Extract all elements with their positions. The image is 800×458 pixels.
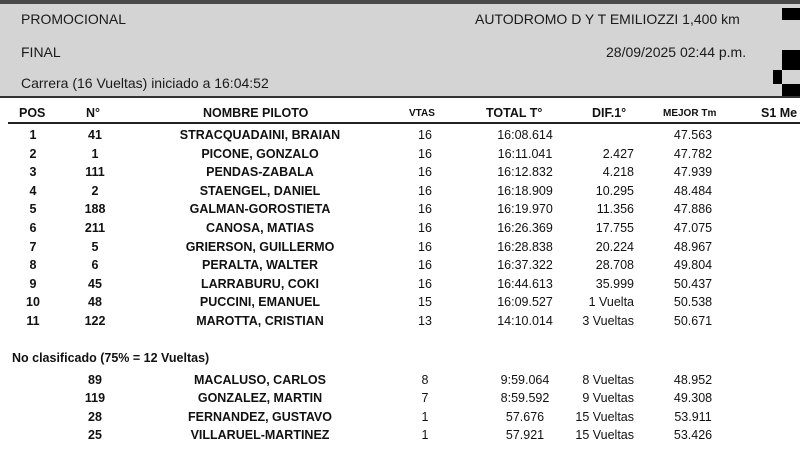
- table-row: [0, 371, 800, 389]
- result-gap: 3 Vueltas: [582, 314, 634, 328]
- result-position: 6: [29, 221, 37, 235]
- result-car-number: 188: [84, 202, 106, 217]
- result-gap: 8 Vueltas: [582, 372, 634, 387]
- col-header-s1: S1 Me: [761, 106, 798, 120]
- result-laps: 1: [421, 409, 429, 424]
- result-laps: 16: [418, 276, 432, 291]
- table-row: [0, 256, 800, 274]
- result-best-lap: 49.804: [673, 258, 713, 273]
- table-row: [0, 145, 800, 163]
- result-best-lap: 50.671: [673, 314, 713, 328]
- result-position: 3: [29, 165, 37, 180]
- result-driver-name: STRACQUADAINI, BRAIAN: [179, 128, 341, 142]
- table-row: [0, 389, 800, 407]
- table-row: [0, 312, 800, 330]
- header-divider: [8, 122, 800, 124]
- result-total-time: 16:18.909: [497, 183, 553, 198]
- result-car-number: 5: [91, 239, 99, 254]
- result-position: 1: [29, 128, 37, 142]
- result-driver-name: GALMAN-GOROSTIETA: [189, 202, 331, 217]
- result-laps: 16: [418, 221, 432, 235]
- result-total-time: 16:28.838: [497, 239, 553, 254]
- result-best-lap: 53.426: [673, 428, 713, 443]
- report-datetime: 28/09/2025 02:44 p.m.: [606, 44, 747, 60]
- session-name: FINAL: [21, 44, 61, 60]
- result-position: 10: [26, 295, 40, 310]
- result-best-lap: 50.538: [673, 295, 713, 310]
- result-best-lap: 47.782: [673, 146, 713, 161]
- result-driver-name: MAROTTA, CRISTIAN: [196, 314, 324, 328]
- result-laps: 16: [418, 202, 432, 217]
- result-car-number: 119: [84, 391, 106, 406]
- result-position: 11: [26, 314, 40, 328]
- result-total-time: 57.676: [505, 409, 545, 424]
- result-total-time: 9:59.064: [500, 372, 550, 387]
- result-best-lap: 50.437: [673, 276, 713, 291]
- result-car-number: 89: [88, 372, 102, 387]
- result-gap: 9 Vueltas: [582, 391, 634, 406]
- result-car-number: 211: [84, 221, 106, 235]
- result-laps: 16: [418, 258, 432, 273]
- result-gap: 17.755: [595, 221, 634, 235]
- result-gap: 20.224: [595, 239, 634, 254]
- checkered-flag-icon: [773, 8, 800, 96]
- result-best-lap: 53.911: [674, 409, 712, 424]
- result-gap: 15 Vueltas: [575, 428, 634, 443]
- result-car-number: 111: [85, 165, 105, 180]
- col-header-laps: VTAS: [409, 108, 435, 119]
- result-gap: 10.295: [595, 183, 634, 198]
- result-laps: 15: [418, 295, 432, 310]
- table-row: [0, 163, 800, 181]
- result-car-number: 122: [84, 314, 106, 328]
- result-car-number: 6: [91, 258, 99, 273]
- result-total-time: 16:11.041: [497, 146, 553, 161]
- unclassified-label: No clasificado (75% = 12 Vueltas): [12, 351, 210, 365]
- result-driver-name: PUCCINI, EMANUEL: [199, 295, 321, 310]
- result-best-lap: 47.886: [673, 202, 713, 217]
- result-total-time: 16:08.614: [497, 128, 553, 142]
- result-driver-name: GONZALEZ, MARTIN: [197, 391, 323, 406]
- result-car-number: 48: [88, 295, 102, 310]
- result-car-number: 28: [88, 409, 102, 424]
- result-driver-name: CANOSA, MATIAS: [205, 221, 315, 235]
- col-header-total-time: TOTAL T°: [486, 106, 543, 120]
- result-total-time: 57.921: [505, 428, 545, 443]
- result-laps: 16: [418, 183, 432, 198]
- result-position: 2: [29, 146, 37, 161]
- result-driver-name: PICONE, GONZALO: [201, 146, 319, 161]
- result-laps: 1: [421, 428, 429, 443]
- result-best-lap: 47.075: [673, 221, 713, 235]
- result-position: 4: [29, 183, 37, 198]
- col-header-driver: NOMBRE PILOTO: [203, 106, 309, 120]
- result-gap: 11.356: [596, 202, 634, 217]
- col-header-number: N°: [86, 106, 101, 120]
- result-laps: 16: [418, 165, 432, 180]
- result-laps: 13: [418, 314, 432, 328]
- result-laps: 16: [418, 146, 432, 161]
- result-total-time: 14:10.014: [497, 314, 553, 328]
- result-gap: 1 Vuelta: [588, 295, 634, 310]
- table-row: [0, 426, 800, 444]
- col-header-pos: POS: [19, 106, 46, 120]
- result-best-lap: 47.939: [673, 165, 713, 180]
- result-driver-name: GRIERSON, GUILLERMO: [185, 239, 335, 254]
- table-row: [0, 219, 800, 237]
- col-header-best-lap: MEJOR Tm: [663, 108, 717, 119]
- table-row: [0, 293, 800, 311]
- result-position: 8: [29, 258, 37, 273]
- col-header-diff: DIF.1°: [592, 106, 627, 120]
- category-title: PROMOCIONAL: [21, 11, 127, 27]
- result-total-time: 16:09.527: [497, 295, 553, 310]
- table-row: [0, 408, 800, 426]
- result-best-lap: 47.563: [673, 128, 713, 142]
- result-driver-name: FERNANDEZ, GUSTAVO: [188, 409, 332, 424]
- result-laps: 8: [421, 372, 429, 387]
- result-gap: 2.427: [602, 146, 634, 161]
- result-total-time: 16:26.369: [497, 221, 553, 235]
- result-car-number: 1: [91, 146, 99, 161]
- result-best-lap: 48.967: [673, 239, 713, 254]
- table-row: [0, 238, 800, 256]
- table-row: [0, 182, 800, 200]
- result-driver-name: STAENGEL, DANIEL: [199, 183, 321, 198]
- result-gap: 4.218: [602, 165, 634, 180]
- result-total-time: 16:37.322: [497, 258, 553, 273]
- result-car-number: 25: [88, 428, 102, 443]
- table-row: [0, 275, 800, 293]
- result-driver-name: PERALTA, WALTER: [202, 258, 318, 273]
- result-total-time: 16:19.970: [497, 202, 553, 217]
- result-laps: 16: [418, 128, 432, 142]
- table-row: [0, 200, 800, 218]
- result-gap: 35.999: [595, 276, 634, 291]
- result-laps: 7: [421, 391, 429, 406]
- result-driver-name: PENDAS-ZABALA: [206, 165, 314, 180]
- result-car-number: 2: [91, 183, 99, 198]
- result-position: 5: [29, 202, 37, 217]
- result-car-number: 45: [88, 276, 102, 291]
- result-gap: 28.708: [595, 258, 634, 273]
- header-top-rule: [0, 0, 800, 4]
- result-car-number: 41: [88, 128, 102, 142]
- circuit-name: AUTODROMO D Y T EMILIOZZI 1,400 km: [475, 11, 740, 27]
- race-info: Carrera (16 Vueltas) iniciado a 16:04:52: [21, 75, 269, 91]
- result-total-time: 8:59.592: [500, 391, 550, 406]
- result-laps: 16: [418, 239, 432, 254]
- result-position: 7: [29, 239, 37, 254]
- result-driver-name: VILLARUEL-MARTINEZ: [190, 428, 330, 443]
- results-header: [0, 0, 800, 98]
- result-gap: 15 Vueltas: [575, 409, 634, 424]
- result-best-lap: 49.308: [673, 391, 713, 406]
- result-driver-name: MACALUSO, CARLOS: [194, 372, 326, 387]
- result-driver-name: LARRABURU, COKI: [200, 276, 320, 291]
- result-total-time: 16:12.832: [497, 165, 553, 180]
- result-best-lap: 48.484: [673, 183, 713, 198]
- table-row: [0, 126, 800, 144]
- result-position: 9: [29, 276, 37, 291]
- result-best-lap: 48.952: [673, 372, 713, 387]
- result-total-time: 16:44.613: [497, 276, 553, 291]
